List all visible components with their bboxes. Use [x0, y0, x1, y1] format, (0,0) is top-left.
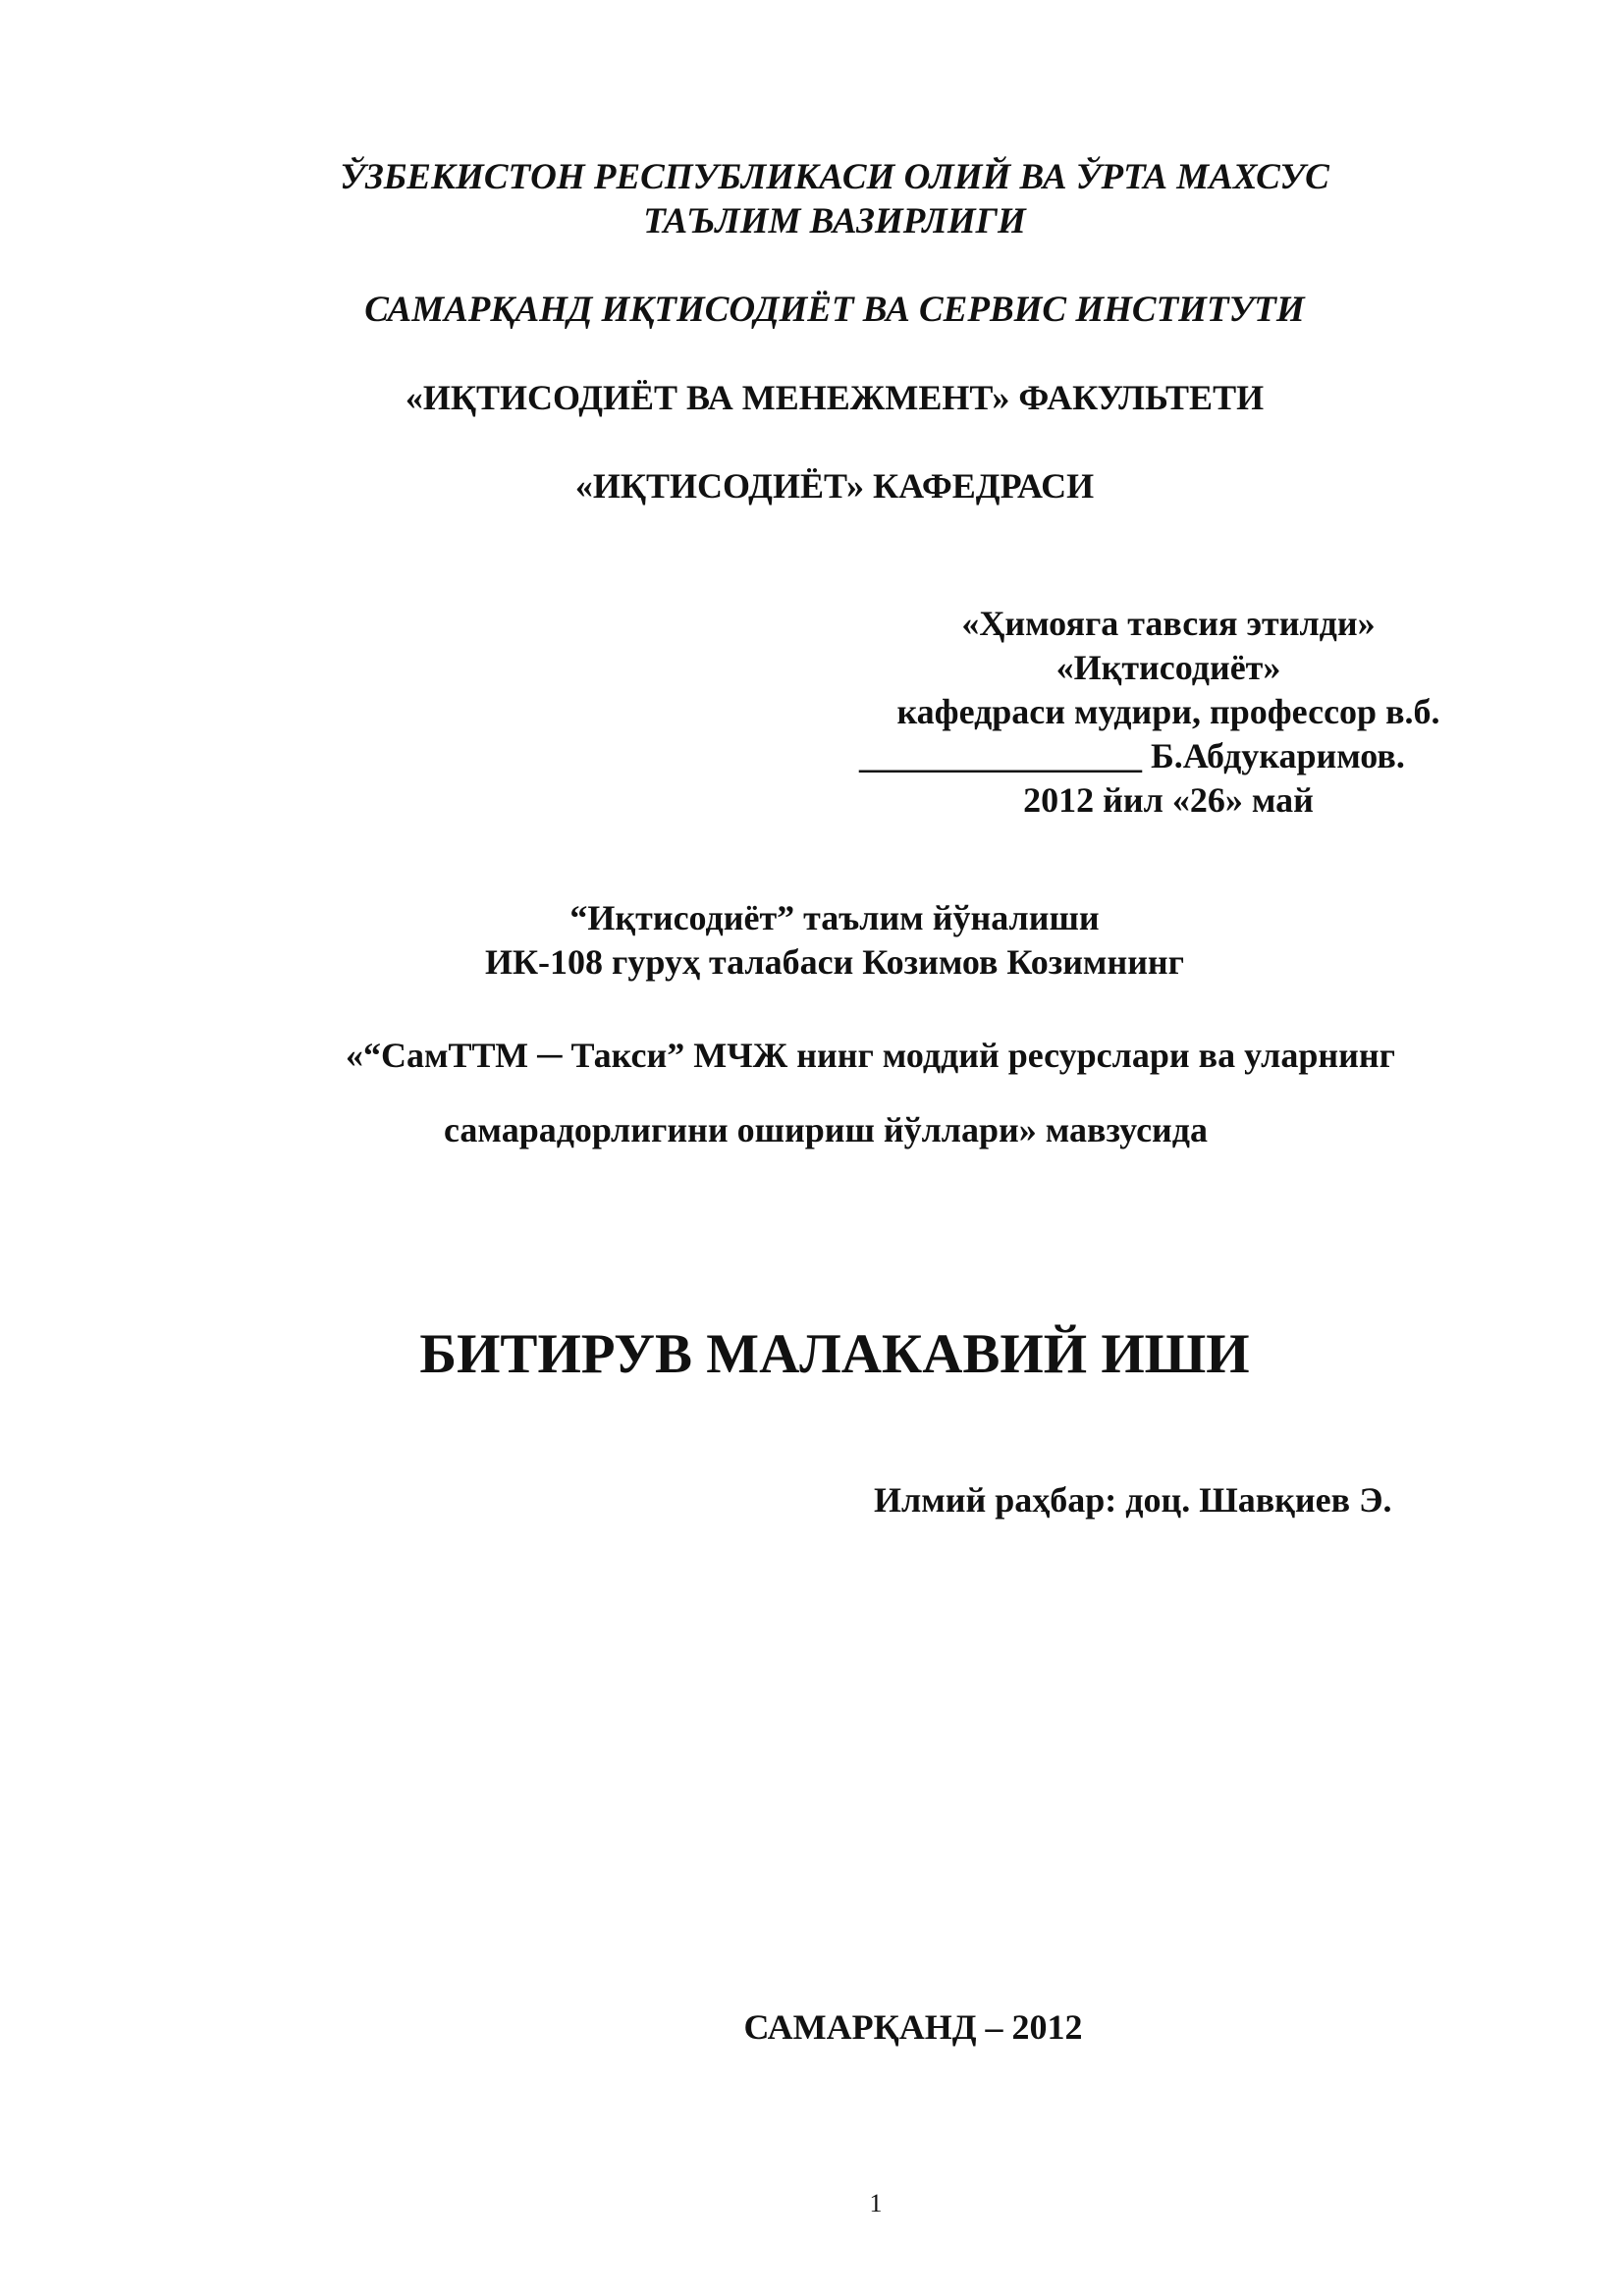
approval-recommended: «Ҳимояга тавсия этилди»	[961, 604, 1376, 643]
city-year: САМАРҚАНД – 2012	[743, 2007, 1083, 2047]
topic-line-2: самарадорлигини ошириш йўллари» мавзусида	[444, 1110, 1209, 1149]
approval-date: 2012 йил «26» май	[1023, 780, 1314, 820]
ministry-line-1: ЎЗБЕКИСТОН РЕСПУБЛИКАСИ ОЛИЙ ВА ЎРТА МАХСУС	[340, 157, 1329, 197]
institute-name: САМАРҚАНД ИҚТИСОДИЁТ ВА СЕРВИС ИНСТИТУТИ	[364, 290, 1305, 330]
scientific-supervisor: Илмий раҳбар: доц. Шавқиев Э.	[874, 1480, 1392, 1520]
ministry-line-2: ТАЪЛИМ ВАЗИРЛИГИ	[643, 201, 1026, 241]
approval-head-title: кафедраси мудири, профессор в.б.	[896, 692, 1440, 731]
approval-signature: ________________ Б.Абдукаримов.	[859, 736, 1405, 775]
faculty-name: «ИҚТИСОДИЁТ ВА МЕНЕЖМЕНТ» ФАКУЛЬТЕТИ	[405, 378, 1265, 417]
approval-department: «Иқтисодиёт»	[1055, 648, 1281, 687]
page-number: 1	[869, 2189, 883, 2217]
student-program: “Иқтисодиёт” таълим йўналиши	[569, 898, 1100, 937]
department-name: «ИҚТИСОДИЁТ» КАФЕДРАСИ	[574, 466, 1095, 506]
topic-line-1: «“СамТТМ ─ Такси” МЧЖ нинг моддий ресурслари ва уларнинг	[346, 1036, 1395, 1075]
student-name: ИК-108 гуруҳ талабаси Козимов Козимнинг	[484, 942, 1185, 982]
document-title: БИТИРУВ МАЛАКАВИЙ ИШИ	[419, 1323, 1250, 1385]
